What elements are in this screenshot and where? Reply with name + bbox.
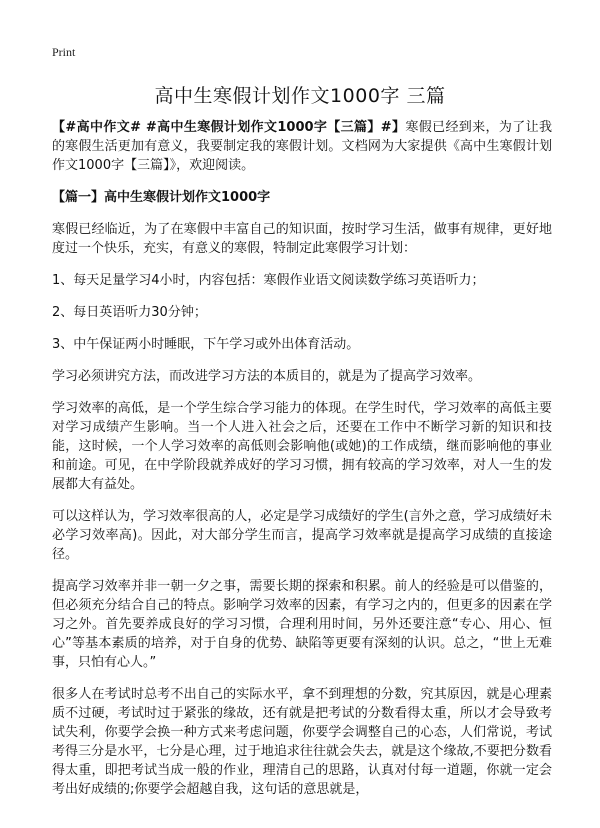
- page-title: 高中生寒假计划作文1000字 三篇: [154, 85, 446, 107]
- section-title: 【篇一】高中生寒假计划作文1000字: [52, 190, 271, 205]
- paragraph: 提高学习效率并非一朝一夕之事，需要长期的探索和积累。前人的经验是可以借鉴的，但必须充分结合自己的特点。影响学习效率的因素，有学习之内的，但更多的因素在学习之外。首先要养成良好的学习习惯，合理利用时间，另外还要注意“专心、用心、恒心”等基本素质的培养，对于自身的优势、缺陷等更要有深刻的认识。总之，“世上无难事，只怕有心人。”: [52, 579, 552, 670]
- paragraph: 学习必须讲究方法，而改进学习方法的本质目的，就是为了提高学习效率。: [52, 369, 482, 384]
- intro-text: 寒假已经到来，为了让我的寒假生活更加有意义，我要制定我的寒假计划。文档网为大家提供《高中生寒假计划作文1000字【三篇】》，欢迎阅读。: [52, 120, 552, 173]
- paragraph: 寒假已经临近，为了在寒假中丰富自己的知识面，按时学习生活，做事有规律，更好地度过一个快乐，充实，有意义的寒假，特制定此寒假学习计划：: [52, 222, 552, 256]
- intro-paragraph: [52, 118, 552, 175]
- article-body: [52, 118, 552, 812]
- paragraph: 可以这样认为，学习效率很高的人，必定是学习成绩好的学生(言外之意，学习成绩好未必学习效率高)。因此，对大部分学生而言，提高学习效率就是提高学习成绩的直接途径。: [52, 509, 552, 562]
- list-item: 2、每日英语听力30分钟；: [52, 305, 207, 320]
- print-link[interactable]: Print: [52, 45, 76, 59]
- list-item: 3、中午保证两小时睡眠，下午学习或外出体育活动。: [52, 337, 360, 352]
- list-item: 1、每天足量学习4小时，内容包括：寒假作业语文阅读数学练习英语听力；: [52, 273, 485, 288]
- paragraph: 很多人在考试时总考不出自己的实际水平，拿不到理想的分数，究其原因，就是心理素质不过硬，考试时过于紧张的缘故，还有就是把考试的分数看得太重，所以才会导致考试失利，你要学会换一种方式来考虑问题，你要学会调整自己的心态，人们常说，考试考得三分是水平，七分是心理，过于地追求往往就会失去，就是这个缘故,不要把分数看得太重，即把考试当成一般的作业，理清自己的思路，认真对付每一道题，你就一定会考出好成绩的;你要学会超越自我，这句话的意思就是，: [52, 687, 552, 797]
- paragraph: 学习效率的高低，是一个学生综合学习能力的体现。在学生时代，学习效率的高低主要对学习成绩产生影响。当一个人进入社会之后，还要在工作中不断学习新的知识和技能，这时候，一个人学习效率的高低则会影响他(或她)的工作成绩，继而影响他的事业和前途。可见，在中学阶段就养成好的学习习惯，拥有较高的学习效率，对人一生的发展都大有益处。: [52, 401, 552, 492]
- intro-tags: 【#高中作文# #高中生寒假计划作文1000字【三篇】#】: [52, 120, 406, 135]
